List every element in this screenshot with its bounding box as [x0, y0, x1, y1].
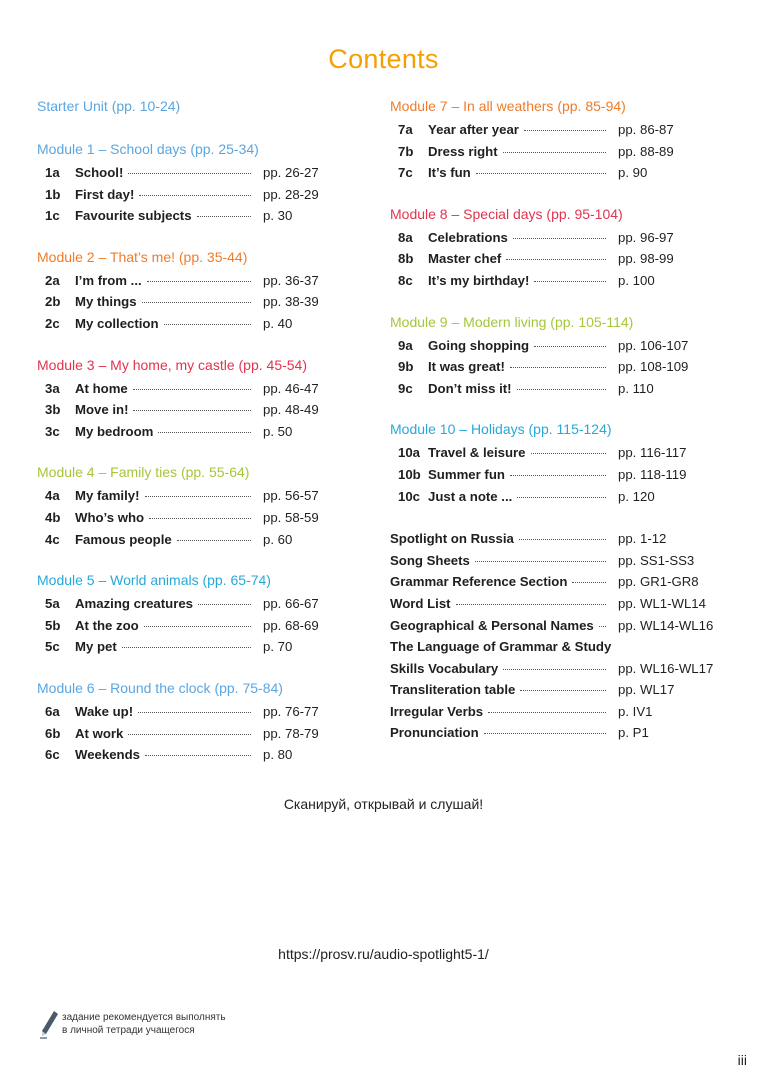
appendix-pages: pp. GR1-GR8	[618, 574, 699, 590]
lesson-pages: pp. 86-87	[618, 122, 674, 137]
lesson-number: 9b	[398, 359, 414, 375]
lesson-row[interactable]	[390, 141, 715, 163]
lesson-pages: p. 120	[618, 488, 655, 504]
notebook-note-line-2: в личной тетради учащегося	[62, 1025, 195, 1036]
lesson-number: 4c	[45, 531, 60, 547]
lesson-row[interactable]	[390, 270, 715, 292]
appendix-row[interactable]	[390, 636, 715, 658]
lesson-row[interactable]	[37, 270, 327, 292]
dot-leader	[198, 603, 251, 605]
lesson-number: 4a	[45, 488, 60, 504]
contents-right-column	[390, 97, 715, 744]
lesson-row[interactable]	[37, 421, 327, 443]
lesson-title: Travel & leisure	[428, 442, 610, 464]
notebook-note	[62, 1011, 226, 1037]
lesson-pages: p. 40	[263, 315, 293, 331]
lesson-row[interactable]	[390, 464, 715, 486]
dot-leader	[128, 733, 251, 735]
lesson-number: 5c	[45, 639, 60, 655]
lesson-pages: pp. 36-37	[263, 272, 319, 288]
lesson-row[interactable]	[390, 119, 715, 141]
lesson-title: Don’t miss it!	[428, 378, 610, 400]
lesson-number: 10b	[398, 466, 421, 482]
appendix-row[interactable]	[390, 550, 715, 572]
lesson-pages: pp. 26-27	[263, 165, 319, 180]
lesson-title: It’s my birthday!	[428, 270, 610, 292]
module-heading[interactable]: Module 6 – Round the clock (pp. 75-84)	[37, 679, 283, 696]
lesson-row[interactable]	[37, 184, 327, 206]
dot-leader	[510, 366, 606, 368]
appendix-pages: pp. WL1-WL14	[618, 595, 706, 611]
appendix-pages: pp. SS1-SS3	[618, 552, 695, 568]
lesson-title: My pet	[75, 636, 255, 658]
dot-leader	[147, 280, 251, 282]
lesson-number: 9a	[398, 337, 413, 353]
dot-leader	[517, 496, 606, 498]
appendix-title: Transliteration table	[390, 679, 610, 701]
pencil-icon	[38, 1009, 60, 1039]
lesson-title: Favourite subjects	[75, 205, 255, 227]
appendix-title: Grammar Reference Section	[390, 571, 610, 593]
lesson-title: Going shopping	[428, 335, 610, 357]
lesson-title: Weekends	[75, 744, 255, 766]
lesson-pages: pp. 66-67	[263, 596, 319, 612]
lesson-row[interactable]	[390, 378, 715, 400]
lesson-pages: pp. 96-97	[618, 229, 674, 245]
module-1-section	[37, 140, 327, 248]
lesson-pages: pp. 116-117	[618, 445, 687, 461]
lesson-pages: p. 110	[618, 380, 654, 396]
lesson-row[interactable]	[37, 162, 327, 184]
appendix-pages: pp. WL14-WL16	[618, 617, 714, 633]
module-heading[interactable]: Module 1 – School days (pp. 25-34)	[37, 141, 259, 157]
module-heading[interactable]: Module 9 – Modern living (pp. 105-114)	[390, 313, 634, 330]
lesson-number: 8b	[398, 251, 414, 267]
lesson-title: At the zoo	[75, 615, 255, 637]
dot-leader	[517, 388, 606, 390]
lesson-row[interactable]	[390, 442, 715, 464]
lesson-row[interactable]	[37, 615, 327, 637]
appendix-pages: p. P1	[618, 725, 649, 741]
lesson-title: At work	[75, 723, 255, 745]
page-number: iii	[737, 1052, 747, 1068]
lesson-number: 2c	[45, 315, 60, 331]
lesson-row[interactable]	[390, 162, 715, 184]
lesson-number: 10c	[398, 488, 421, 504]
lesson-pages: p. 90	[618, 165, 648, 181]
lesson-number: 3c	[45, 423, 60, 439]
lesson-pages: p. 60	[263, 531, 293, 547]
lesson-pages: pp. 46-47	[263, 380, 319, 396]
appendix-pages: pp. WL16-WL17	[618, 660, 714, 676]
appendix-title: Skills Vocabulary	[390, 658, 610, 680]
lesson-pages: p. 30	[263, 208, 293, 224]
appendix-row[interactable]	[390, 701, 715, 723]
lesson-number: 1a	[45, 165, 60, 180]
lesson-row[interactable]	[37, 378, 327, 400]
module-3-section	[37, 356, 327, 464]
lesson-row[interactable]	[37, 701, 327, 723]
lesson-title: Who’s who	[75, 507, 255, 529]
appendix-row[interactable]	[390, 615, 715, 637]
lesson-title: My collection	[75, 313, 255, 335]
dot-leader	[519, 538, 606, 540]
lesson-number: 6b	[45, 725, 61, 741]
dot-leader	[122, 646, 251, 648]
dot-leader	[475, 560, 606, 562]
appendix-pages: pp. 1-12	[618, 531, 667, 547]
appendix-row[interactable]	[390, 722, 715, 744]
lesson-row[interactable]	[37, 507, 327, 529]
lesson-number: 3b	[45, 402, 61, 418]
lesson-row[interactable]	[390, 248, 715, 270]
lesson-row[interactable]	[37, 723, 327, 745]
module-7-section	[390, 97, 715, 205]
lesson-row[interactable]	[37, 291, 327, 313]
dot-leader	[164, 323, 251, 325]
appendix-title: Irregular Verbs	[390, 701, 610, 723]
lesson-number: 10a	[398, 445, 421, 461]
lesson-number: 1b	[45, 186, 61, 202]
lesson-title: It’s fun	[428, 162, 610, 184]
dot-leader	[524, 129, 606, 131]
lesson-title: Wake up!	[75, 701, 255, 723]
lesson-title: First day!	[75, 184, 255, 206]
appendix-row[interactable]	[390, 679, 715, 701]
lesson-row[interactable]	[390, 486, 715, 508]
lesson-number: 3a	[45, 380, 60, 396]
lesson-pages: p. 100	[618, 272, 655, 288]
notebook-note-line-1: задание рекомендуется выполнять	[62, 1012, 226, 1023]
dot-leader	[476, 172, 606, 174]
dot-leader	[133, 388, 251, 390]
lesson-title: At home	[75, 378, 255, 400]
lesson-pages: pp. 48-49	[263, 402, 319, 418]
lesson-row[interactable]	[37, 529, 327, 551]
module-8-section	[390, 205, 715, 313]
dot-leader	[510, 474, 606, 476]
audio-link[interactable]: https://prosv.ru/audio-spotlight5-1/	[278, 946, 489, 962]
lesson-row[interactable]	[390, 335, 715, 357]
lesson-pages: pp. 76-77	[263, 703, 319, 719]
lesson-title: Master chef	[428, 248, 610, 270]
appendix-pages: pp. WL17	[618, 682, 675, 698]
dot-leader	[484, 732, 606, 734]
lesson-title: Summer fun	[428, 464, 610, 486]
dot-leader	[572, 581, 606, 583]
lesson-pages: pp. 98-99	[618, 251, 674, 267]
lesson-title: My things	[75, 291, 255, 313]
appendix-title: Spotlight on Russia	[390, 528, 610, 550]
dot-leader	[139, 194, 251, 196]
dot-leader	[197, 215, 251, 217]
dot-leader	[513, 237, 606, 239]
dot-leader	[144, 625, 251, 627]
lesson-row[interactable]	[37, 636, 327, 658]
lesson-title: It was great!	[428, 356, 610, 378]
lesson-number: 4b	[45, 509, 61, 525]
lesson-pages: pp. 58-59	[263, 509, 319, 525]
appendix-row[interactable]	[390, 528, 715, 550]
lesson-row[interactable]	[37, 313, 327, 335]
dot-leader	[488, 711, 606, 713]
contents-left-column	[37, 97, 327, 787]
page-title: Contents	[328, 44, 439, 74]
lesson-number: 8c	[398, 272, 413, 288]
lesson-number: 2b	[45, 294, 61, 310]
lesson-pages: p. 50	[263, 423, 293, 439]
lesson-number: 7b	[398, 143, 414, 159]
module-4-section	[37, 463, 327, 571]
lesson-title: My family!	[75, 485, 255, 507]
dot-leader	[534, 280, 606, 282]
dot-leader	[145, 495, 252, 497]
lesson-title: Famous people	[75, 529, 255, 551]
appendix-row[interactable]	[390, 593, 715, 615]
lesson-pages: pp. 38-39	[263, 294, 319, 310]
dot-leader	[145, 754, 251, 756]
dot-leader	[456, 603, 606, 605]
lesson-title: Celebrations	[428, 227, 610, 249]
module-9-section	[390, 313, 715, 421]
dot-leader	[531, 452, 607, 454]
lesson-title: Move in!	[75, 399, 255, 421]
dot-leader	[503, 151, 606, 153]
module-2-section	[37, 248, 327, 356]
module-heading[interactable]: Module 7 – In all weathers (pp. 85-94)	[390, 98, 626, 114]
dot-leader	[133, 409, 251, 411]
module-heading[interactable]: Module 3 – My home, my castle (pp. 45-54)	[37, 356, 308, 373]
dot-leader	[520, 689, 606, 691]
lesson-pages: pp. 68-69	[263, 617, 319, 633]
lesson-number: 1c	[45, 208, 60, 224]
lesson-title: School!	[75, 162, 255, 184]
dot-leader	[138, 711, 251, 713]
lesson-pages: pp. 78-79	[263, 725, 319, 741]
lesson-title: Year after year	[428, 119, 610, 141]
lesson-title: Dress right	[428, 141, 610, 163]
module-heading[interactable]: Module 4 – Family ties (pp. 55-64)	[37, 464, 250, 481]
lesson-title: Just a note ...	[428, 486, 610, 508]
appendix-row[interactable]	[390, 658, 715, 680]
lesson-pages: pp. 28-29	[263, 186, 319, 202]
lesson-number: 6c	[45, 747, 60, 763]
module-heading[interactable]: Module 5 – World animals (pp. 65-74)	[37, 572, 271, 589]
module-heading[interactable]: Module 8 – Special days (pp. 95-104)	[390, 205, 623, 222]
lesson-number: 5b	[45, 617, 61, 633]
module-5-section	[37, 571, 327, 679]
lesson-row[interactable]	[37, 744, 327, 766]
lesson-number: 2a	[45, 272, 60, 288]
dot-leader	[534, 345, 606, 347]
dot-leader	[149, 517, 251, 519]
lesson-title: I’m from ...	[75, 270, 255, 292]
lesson-number: 7a	[398, 122, 413, 137]
lesson-title: My bedroom	[75, 421, 255, 443]
appendix-title: Geographical & Personal Names	[390, 615, 610, 637]
appendix-list	[390, 528, 715, 744]
appendix-pages: p. IV1	[618, 703, 653, 719]
appendix-title: The Language of Grammar & Study	[390, 639, 612, 655]
lesson-pages: p. 80	[263, 747, 293, 763]
lesson-row[interactable]	[37, 593, 327, 615]
module-heading[interactable]: Module 2 – That’s me! (pp. 35-44)	[37, 248, 248, 265]
scan-instruction: Сканируй, открывай и слушай!	[283, 796, 484, 812]
lesson-pages: p. 70	[263, 639, 293, 655]
lesson-title: Amazing creatures	[75, 593, 255, 615]
starter-unit-heading[interactable]: Starter Unit (pp. 10-24)	[37, 98, 181, 114]
lesson-number: 8a	[398, 229, 413, 245]
lesson-pages: pp. 56-57	[263, 488, 319, 504]
appendix-title: Pronunciation	[390, 722, 610, 744]
lesson-row[interactable]	[37, 399, 327, 421]
lesson-pages: pp. 108-109	[618, 359, 689, 375]
appendix-row[interactable]	[390, 571, 715, 593]
dot-leader	[142, 301, 251, 303]
module-10-section	[390, 420, 715, 528]
dot-leader	[503, 668, 606, 670]
dot-leader	[506, 258, 606, 260]
module-6-section	[37, 679, 327, 787]
appendix-title: Song Sheets	[390, 550, 610, 572]
lesson-row[interactable]	[37, 205, 327, 227]
lesson-number: 6a	[45, 703, 60, 719]
dot-leader	[599, 625, 606, 627]
lesson-number: 5a	[45, 596, 60, 612]
lesson-number: 7c	[398, 165, 413, 181]
dot-leader	[128, 172, 251, 174]
lesson-row[interactable]	[390, 356, 715, 378]
dot-leader	[158, 431, 251, 433]
lesson-row[interactable]	[37, 485, 327, 507]
appendix-title: Word List	[390, 593, 610, 615]
lesson-pages: pp. 88-89	[618, 143, 674, 159]
module-heading[interactable]: Module 10 – Holidays (pp. 115-124)	[390, 421, 612, 438]
dot-leader	[177, 539, 251, 541]
lesson-number: 9c	[398, 380, 413, 396]
lesson-pages: pp. 106-107	[618, 337, 689, 353]
lesson-pages: pp. 118-119	[618, 466, 687, 482]
lesson-row[interactable]	[390, 227, 715, 249]
